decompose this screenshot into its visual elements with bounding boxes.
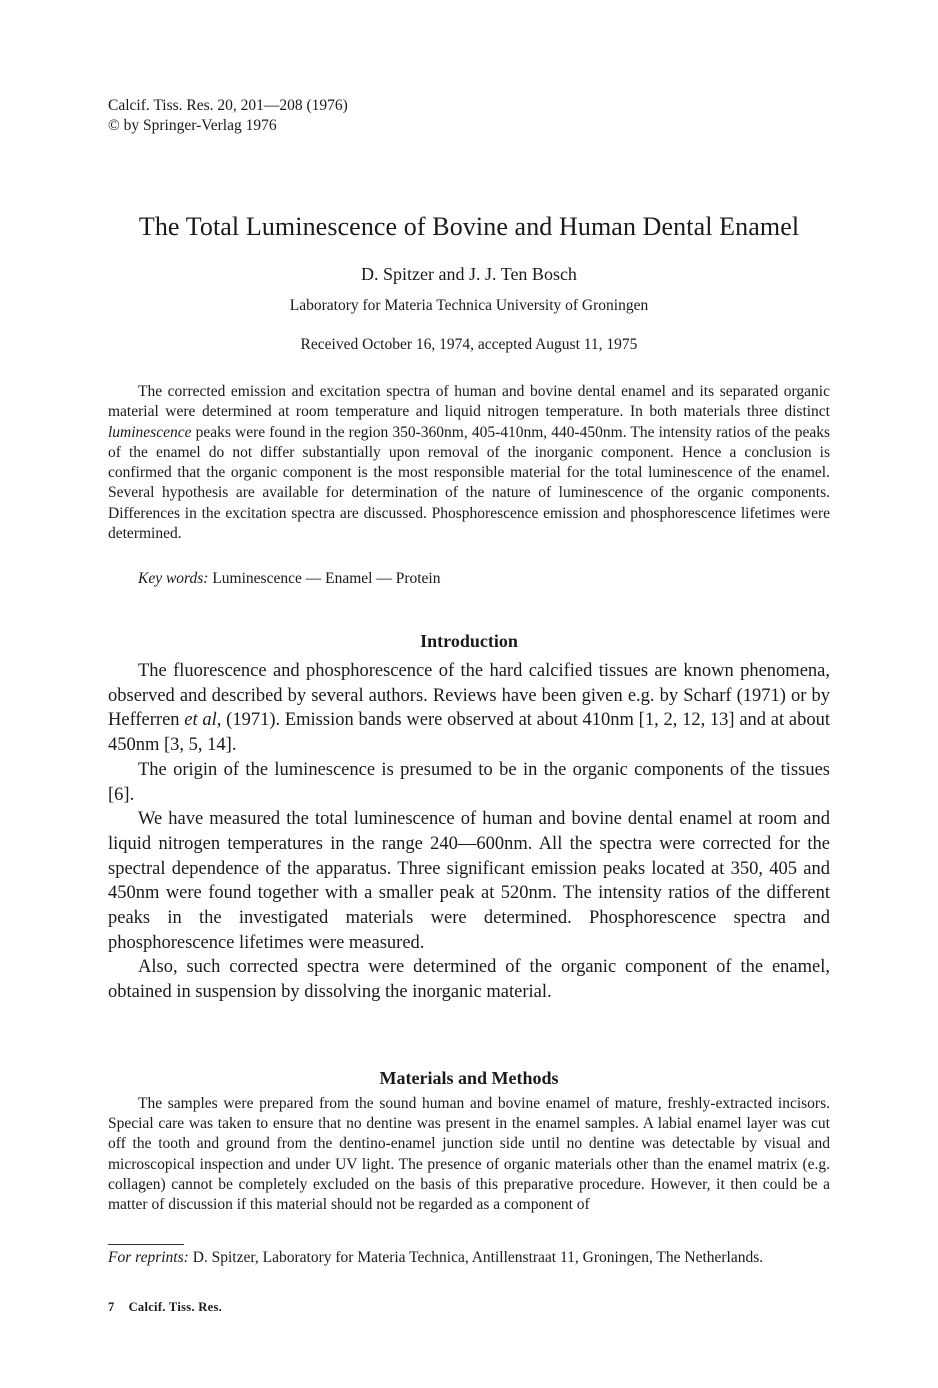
intro-p1-part-2: (1971). Emission bands were observed at about 410nm [1, 2, 12, 13] and at about 450nm [3, 5, 14]. <box>108 710 830 756</box>
keywords-label: Key words: <box>138 570 209 587</box>
footnote-label: For reprints: <box>108 1249 189 1266</box>
footer-journal: Calcif. Tiss. Res. <box>128 1300 223 1314</box>
intro-p1-part-1: The fluorescence and phosphorescence of the hard calcified tissues are known phenomena, observed and described by several authors. Reviews have been given e.g. by Scharf (1971) or by Hefferren <box>108 661 830 731</box>
page-number: 7 <box>108 1300 115 1314</box>
keywords-list: Luminescence — Enamel — Protein <box>208 570 441 587</box>
page-title: The Total Luminescence of Bovine and Human Dental Enamel <box>138 212 800 241</box>
footnote <box>108 1248 830 1268</box>
abstract-italic: luminescence <box>108 423 192 441</box>
authors: D. Spitzer and J. J. Ten Bosch <box>361 264 577 284</box>
journal-citation <box>108 96 348 136</box>
footnote-divider <box>108 1244 184 1245</box>
methods-body <box>108 1094 830 1215</box>
journal-line: Calcif. Tiss. Res. 20, 201—208 (1976) <box>108 97 348 114</box>
introduction-heading: Introduction <box>420 631 518 651</box>
received-date: Received October 16, 1974, accepted August 11, 1975 <box>300 336 638 353</box>
methods-heading: Materials and Methods <box>379 1068 559 1088</box>
page-footer <box>108 1300 222 1315</box>
copyright-line: © by Springer-Verlag 1976 <box>108 117 277 134</box>
intro-paragraph <box>108 659 830 758</box>
introduction-body <box>108 659 830 1005</box>
abstract-text <box>108 382 830 544</box>
abstract-part-1: The corrected emission and excitation spectra of human and bovine dental enamel and its separated organic material were determined at room temperature and liquid nitrogen temperature. In both materials three distinct <box>108 383 830 421</box>
intro-p1-italic: et al, <box>184 710 222 731</box>
methods-paragraph: The samples were prepared from the sound human and bovine enamel of mature, freshly-extracted incisors. Special care was taken to ensure that no dentine was present in the enamel samples. A labial enamel layer was cut off the tooth and ground from the dentino-enamel junction side until no dentine was detectable by visual and microscopical inspection and under UV light. The presence of organic materials other than the enamel matrix (e.g. collagen) cannot be completely excluded on the basis of this preparative procedure. However, it then could be a matter of discussion if this material should not be regarded as a component of <box>108 1095 830 1214</box>
affiliation: Laboratory for Materia Technica University of Groningen <box>289 297 649 314</box>
abstract-part-2: peaks were found in the region 350-360nm, 405-410nm, 440-450nm. The intensity ratios of the peaks of the enamel do not differ substantially upon removal of the inorganic component. Hence a conclusion is confirmed that the organic component is the most responsible material for the total luminescence of the enamel. Several hypothesis are available for determination of the nature of luminescence of the organic components. Differences in the excitation spectra are discussed. Phosphorescence emission and phosphorescence lifetimes were determined. <box>108 423 830 543</box>
intro-paragraph: The origin of the luminescence is presumed to be in the organic components of the tissues [6]. <box>108 759 830 805</box>
abstract <box>108 382 830 544</box>
keywords <box>138 570 440 588</box>
intro-paragraph: Also, such corrected spectra were determined of the organic component of the enamel, obtained in suspension by dissolving the inorganic material. <box>108 957 830 1003</box>
intro-paragraph: We have measured the total luminescence of human and bovine dental enamel at room and liquid nitrogen temperatures in the range 240—600nm. All the spectra were corrected for the spectral dependence of the apparatus. Three significant emission peaks located at 350, 405 and 450nm were found together with a smaller peak at 520nm. The intensity ratios of the different peaks in the investigated materials were determined. Phosphorescence spectra and phosphorescence lifetimes were measured. <box>108 809 830 953</box>
footnote-text: D. Spitzer, Laboratory for Materia Technica, Antillenstraat 11, Groningen, The Netherlands. <box>188 1249 764 1266</box>
